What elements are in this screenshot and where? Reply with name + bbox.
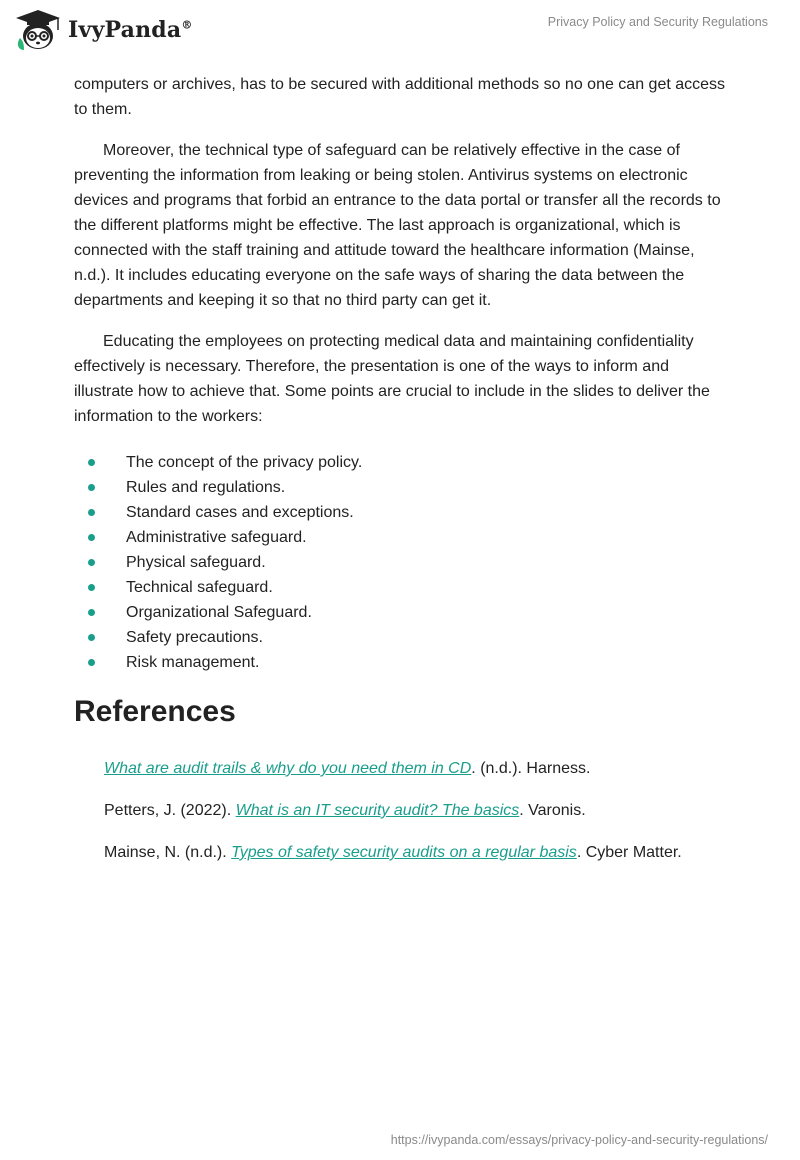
list-item: The concept of the privacy policy. xyxy=(74,450,728,475)
bullet-icon xyxy=(88,459,95,466)
list-item: Organizational Safeguard. xyxy=(74,600,728,625)
list-item: Technical safeguard. xyxy=(74,575,728,600)
bullet-icon xyxy=(88,559,95,566)
presentation-points-list xyxy=(74,450,728,675)
references-list xyxy=(74,756,728,865)
paragraph-educating-employees: Educating the employees on protecting medical data and maintaining confidentiality effectively is necessary. Therefore, the presentation is one of the ways to inform and illustrate how to achieve that. Some points are crucial to include in the slides to deliver the information to the workers: xyxy=(74,333,710,425)
reference-link-safety-audits[interactable]: Types of safety security audits on a regular basis xyxy=(231,844,577,861)
paragraph-continued: computers or archives, has to be secured with additional methods so no one can get access to them. xyxy=(74,76,726,118)
bullet-icon xyxy=(88,534,95,541)
list-item: Physical safeguard. xyxy=(74,550,728,575)
bullet-icon xyxy=(88,634,95,641)
panda-logo-icon xyxy=(14,8,62,52)
list-item: Standard cases and exceptions. xyxy=(74,500,728,525)
references-heading: References xyxy=(74,695,236,728)
bullet-icon xyxy=(88,659,95,666)
document-title: Privacy Policy and Security Regulations xyxy=(547,15,768,29)
list-item: Administrative safeguard. xyxy=(74,525,728,550)
list-item: Rules and regulations. xyxy=(74,475,728,500)
bullet-icon xyxy=(88,484,95,491)
reference-link-audit-trails[interactable]: What are audit trails & why do you need them in CD xyxy=(104,760,472,777)
registered-mark: ® xyxy=(181,18,193,32)
page-header xyxy=(0,0,800,70)
list-item: Safety precautions. xyxy=(74,625,728,650)
reference-link-it-security-audit[interactable]: What is an IT security audit? The basics xyxy=(235,802,520,819)
reference-item: Petters, J. (2022). What is an IT security audit? The basics. Varonis. xyxy=(104,802,586,819)
bullet-icon xyxy=(88,584,95,591)
bullet-icon xyxy=(88,609,95,616)
paragraph-technical-safeguard: Moreover, the technical type of safeguard can be relatively effective in the case of preventing the information from leaking or being stolen. Antivirus systems on electronic devices and programs that forbid an entrance to the data portal or transfer all the records to the different platforms might be effective. The last approach is organizational, which is connected with the staff training and attitude toward the healthcare information (Mainse, n.d.). It includes educating everyone on the safe ways of sharing the data between the departments and keeping it so that no third party can get it. xyxy=(74,142,721,309)
list-item: Risk management. xyxy=(74,650,728,675)
reference-item: What are audit trails & why do you need them in CD. (n.d.). Harness. xyxy=(104,760,591,777)
footer-url[interactable]: https://ivypanda.com/essays/privacy-policy-and-security-regulations/ xyxy=(390,1133,768,1147)
essay-content xyxy=(74,72,728,882)
brand-name: IvyPanda® xyxy=(68,17,193,43)
ivypanda-logo[interactable] xyxy=(14,8,193,52)
bullet-icon xyxy=(88,509,95,516)
reference-item: Mainse, N. (n.d.). Types of safety security audits on a regular basis. Cyber Matter. xyxy=(104,844,682,861)
